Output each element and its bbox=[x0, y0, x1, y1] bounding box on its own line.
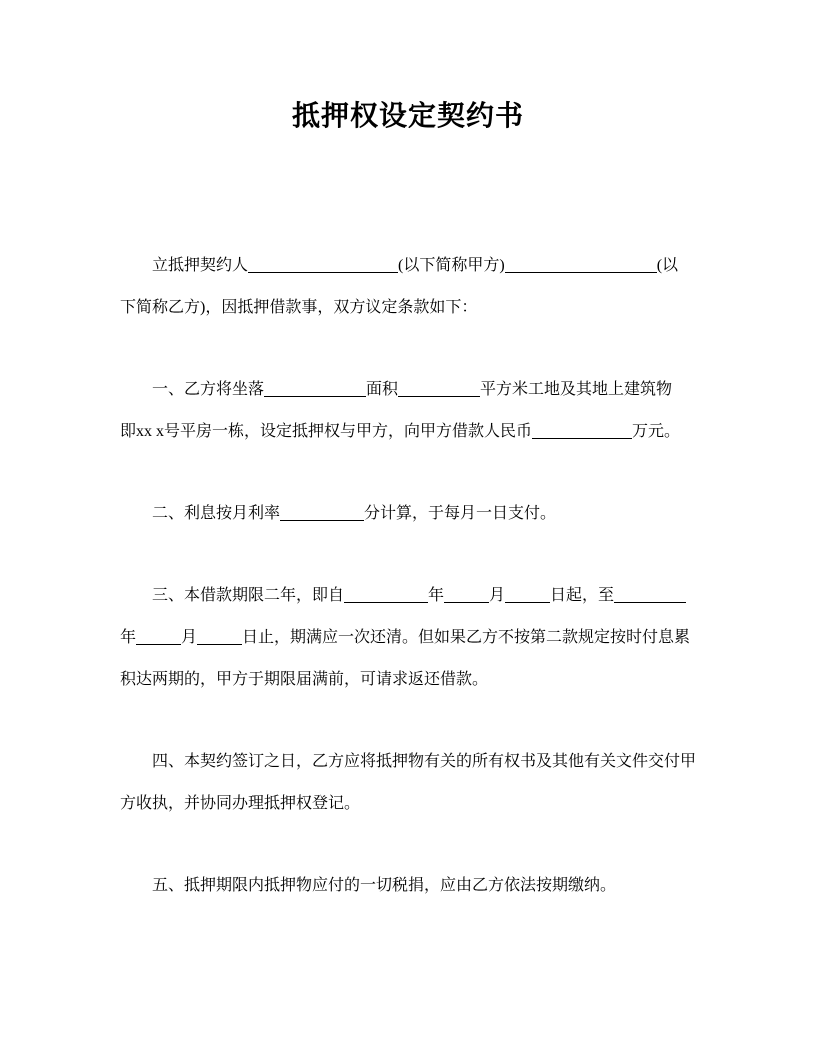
blank-underline bbox=[248, 258, 398, 273]
text-segment: 三、本借款期限二年，即自 bbox=[152, 587, 345, 604]
text-segment: 年 bbox=[120, 629, 137, 646]
text-segment: 五、抵押期限内抵押物应付的一切税捐，应由乙方依法按期缴纳。 bbox=[152, 877, 617, 894]
blank-underline bbox=[614, 588, 686, 603]
text-segment: 分计算，于每月一日支付。 bbox=[364, 505, 557, 522]
document-title: 抵押权设定契约书 bbox=[291, 101, 524, 132]
blank-underline bbox=[197, 630, 242, 645]
clause-5 bbox=[120, 865, 702, 907]
document-body bbox=[120, 245, 702, 947]
text-segment: 下简称乙方)，因抵押借款事，双方议定条款如下： bbox=[120, 299, 478, 316]
text-line bbox=[120, 287, 702, 329]
text-segment: 日止，期满应一次还清。但如果乙方不按第二款规定按时付息累 bbox=[242, 629, 691, 646]
blank-underline bbox=[280, 506, 364, 521]
text-segment: 方收执，并协同办理抵押权登记。 bbox=[120, 795, 361, 812]
blank-underline bbox=[444, 588, 489, 603]
text-segment: 二、利息按月利率 bbox=[152, 505, 281, 522]
clause-2 bbox=[120, 493, 702, 535]
text-segment: 四、本契约签订之日，乙方应将抵押物有关的所有权书及其他有关文件交付甲 bbox=[152, 753, 697, 770]
text-segment: (以下简称甲方) bbox=[398, 257, 505, 274]
text-segment: 一、乙方将坐落 bbox=[152, 381, 265, 398]
text-segment: 万元。 bbox=[632, 423, 681, 440]
text-line bbox=[120, 369, 702, 411]
text-line bbox=[120, 493, 702, 535]
clause-4 bbox=[120, 741, 702, 825]
text-line bbox=[120, 617, 702, 659]
text-segment: (以 bbox=[656, 257, 679, 274]
text-segment: 积达两期的，甲方于期限届满前，可请求返还借款。 bbox=[120, 671, 489, 688]
text-line bbox=[120, 865, 702, 907]
blank-underline bbox=[344, 588, 428, 603]
text-segment: 月 bbox=[181, 629, 198, 646]
blank-underline bbox=[264, 382, 366, 397]
blank-underline bbox=[136, 630, 181, 645]
blank-underline bbox=[532, 424, 632, 439]
text-line bbox=[120, 245, 702, 287]
text-segment: 即xx x号平房一栋，设定抵押权与甲方，向甲方借款人民币 bbox=[120, 423, 533, 440]
text-line bbox=[120, 659, 702, 701]
clause-1 bbox=[120, 369, 702, 453]
blank-underline bbox=[505, 588, 550, 603]
text-segment: 平方米工地及其地上建筑物 bbox=[480, 381, 673, 398]
clause-preamble bbox=[120, 245, 702, 329]
blank-underline bbox=[398, 382, 480, 397]
text-segment: 面积 bbox=[366, 381, 399, 398]
text-segment: 日起，至 bbox=[550, 587, 615, 604]
blank-underline bbox=[505, 258, 657, 273]
text-line bbox=[120, 741, 702, 783]
clause-3 bbox=[120, 575, 702, 701]
text-segment: 立抵押契约人 bbox=[152, 257, 249, 274]
text-line bbox=[120, 411, 702, 453]
text-line bbox=[120, 575, 702, 617]
text-segment: 月 bbox=[489, 587, 506, 604]
text-segment: 年 bbox=[428, 587, 445, 604]
text-line bbox=[120, 783, 702, 825]
